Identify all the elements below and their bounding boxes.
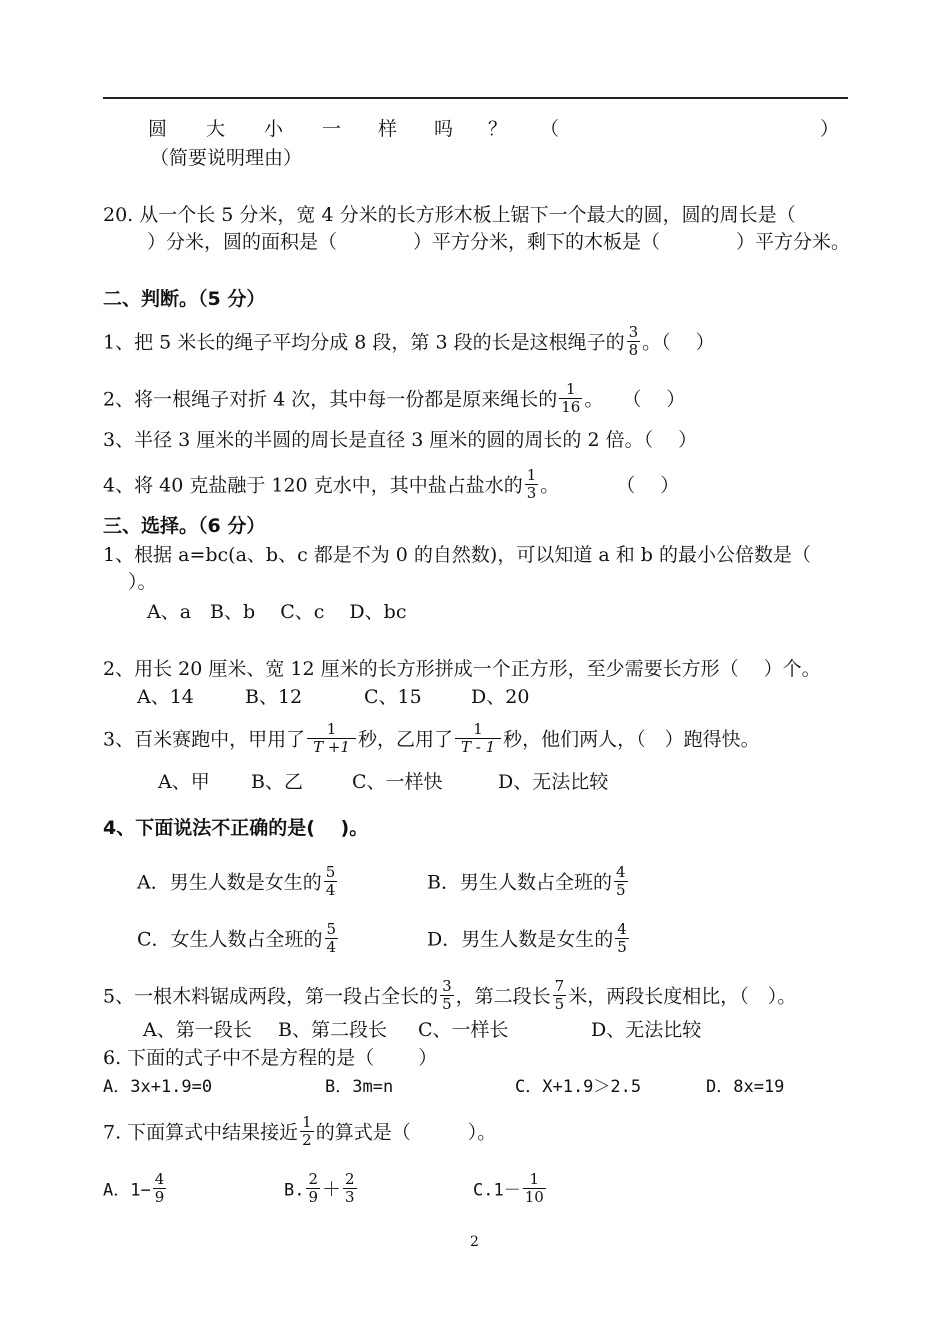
choice-q3-opt-b: B、乙	[251, 771, 303, 793]
header-rule	[103, 97, 848, 99]
q19-close-paren: ）	[820, 118, 840, 140]
choice-q7-post: 的算式是（ ）。	[315, 1121, 497, 1144]
choice-q2-opt-d: D、20	[471, 686, 530, 708]
section3-heading: 三、选择。（6 分）	[103, 515, 266, 537]
judge-item-4	[103, 466, 680, 504]
page-number: 2	[470, 1234, 479, 1250]
q19-char: （	[540, 118, 560, 140]
q19-char: 吗	[434, 118, 454, 140]
fraction: $\frac{1}{T - 1}$	[455, 721, 501, 756]
choice-q7-opt-b: B. $\frac{2}{9}$ ＋ $\frac{2}{3}$	[284, 1170, 355, 1206]
q20-line1: 20. 从一个长 5 分米，宽 4 分米的长方形木板上锯下一个最大的圆，圆的周长是（	[103, 204, 796, 226]
choice-q6-opt-a: A．3x+1.9=0	[103, 1077, 213, 1097]
q19-char: 圆	[148, 118, 168, 140]
choice-q5-post: 米，两段长度相比，（ ）。	[568, 985, 797, 1008]
choice-q6-opt-d: D．8x=19	[706, 1077, 785, 1097]
q19-line2: （简要说明理由）	[150, 147, 303, 169]
fraction: $\frac{2}{9}$	[308, 1170, 319, 1206]
choice-q4-opt-c: C．女生人数占全班的 $\frac{5}{4}$	[137, 920, 337, 956]
choice-q5-opt-d: D、无法比较	[591, 1019, 702, 1041]
fraction: $\frac{4}{9}$	[154, 1170, 165, 1206]
choice-q5-opt-a: A、第一段长	[143, 1019, 252, 1041]
choice-q5-mid: ，第二段长	[455, 985, 551, 1008]
fraction: $\frac{2}{3}$	[345, 1170, 355, 1206]
choice-q7-opt-c: C.1－ $\frac{1}{10}$	[473, 1170, 544, 1206]
choice-q5-pre: 5、一根木料锯成两段，第一段占全长的	[103, 985, 439, 1008]
choice-q2: 2、用长 20 厘米、宽 12 厘米的长方形拼成一个正方形，至少需要长方形（ ）个。	[103, 658, 821, 680]
fraction: $\frac{1}{16}$	[561, 380, 581, 416]
q19-char: 大	[206, 118, 226, 140]
choice-q6: 6. 下面的式子中不是方程的是（ ）	[103, 1047, 438, 1069]
fraction: $\frac{4}{5}$	[617, 920, 627, 956]
choice-q7-pre: 7. 下面算式中结果接近	[103, 1121, 299, 1144]
choice-q3-opt-d: D、无法比较	[498, 771, 609, 793]
choice-q3-mid: 秒，乙用了	[357, 728, 453, 751]
fraction: $\frac{7}{5}$	[554, 977, 565, 1013]
fraction: $\frac{4}{5}$	[615, 863, 626, 899]
fraction: $\frac{1}{10}$	[524, 1170, 544, 1206]
q19-char: 小	[264, 118, 284, 140]
choice-q2-opt-a: A、14	[137, 686, 194, 708]
choice-q7-opt-a: A．1− $\frac{4}{9}$	[103, 1170, 165, 1206]
choice-q1-line1: 1、根据 a=bc(a、b、c 都是不为 0 的自然数)，可以知道 a 和 b 的最小公倍数是（	[103, 544, 811, 566]
choice-q7	[103, 1113, 497, 1151]
q19-char: ？	[488, 118, 508, 140]
choice-q1-options: A、a B、b C、c D、bc	[147, 601, 407, 623]
q19-char: 一	[322, 118, 342, 140]
fraction: $\frac{5}{4}$	[325, 863, 336, 899]
choice-q5-opt-b: B、第二段长	[278, 1019, 387, 1041]
choice-q3-opt-a: A、甲	[158, 771, 210, 793]
choice-q4-opt-d: D．男生人数是女生的 $\frac{4}{5}$	[427, 920, 627, 956]
choice-q1-line2: ）。	[128, 571, 157, 593]
judge-item-4-text: 4、将 40 克盐融于 120 克水中，其中盐占盐水的	[103, 474, 523, 497]
choice-q2-opt-c: C、15	[364, 686, 422, 708]
choice-q6-opt-b: B．3m=n	[325, 1077, 394, 1097]
judge-item-2	[103, 380, 686, 418]
section2-heading: 二、判断。（5 分）	[103, 288, 266, 310]
fraction: $\frac{3}{8}$	[628, 323, 639, 359]
choice-q3-pre: 3、百米赛跑中，甲用了	[103, 728, 306, 751]
judge-item-2-tail: 。 （ ）	[584, 388, 686, 411]
judge-item-1	[103, 323, 715, 361]
choice-q3	[103, 720, 760, 758]
judge-item-4-tail: 。 （ ）	[540, 474, 680, 497]
judge-item-2-text: 2、将一根绳子对折 4 次，其中每一份都是原来绳长的	[103, 388, 558, 411]
q20-line2: ）分米，圆的面积是（ ）平方分米，剩下的木板是（ ）平方分米。	[147, 231, 851, 253]
judge-item-3: 3、半径 3 厘米的半圆的周长是直径 3 厘米的圆的周长的 2 倍。（ ）	[103, 429, 698, 451]
fraction: $\frac{1}{T +1}$	[307, 721, 356, 756]
fraction: $\frac{3}{5}$	[442, 977, 452, 1013]
choice-q3-opt-c: C、一样快	[352, 771, 443, 793]
choice-q4-opt-a: A．男生人数是女生的 $\frac{5}{4}$	[137, 863, 336, 899]
choice-q3-post: 秒，他们两人，（ ）跑得快。	[503, 728, 760, 751]
choice-q5-opt-c: C、一样长	[418, 1019, 509, 1041]
choice-q4: 4、下面说法不正确的是( )。	[103, 817, 369, 839]
fraction: $\frac{1}{3}$	[526, 466, 537, 502]
fraction: $\frac{1}{2}$	[302, 1113, 312, 1149]
judge-item-1-text: 1、把 5 米长的绳子平均分成 8 段，第 3 段的长是这根绳子的	[103, 331, 625, 354]
judge-item-1-tail: 。（ ）	[642, 331, 715, 354]
choice-q4-opt-b: B．男生人数占全班的 $\frac{4}{5}$	[427, 863, 626, 899]
choice-q2-opt-b: B、12	[245, 686, 303, 708]
q19-char: 样	[378, 118, 398, 140]
fraction: $\frac{5}{4}$	[326, 920, 337, 956]
choice-q6-opt-c: C．X+1.9＞2.5	[515, 1077, 642, 1097]
choice-q5	[103, 977, 797, 1015]
